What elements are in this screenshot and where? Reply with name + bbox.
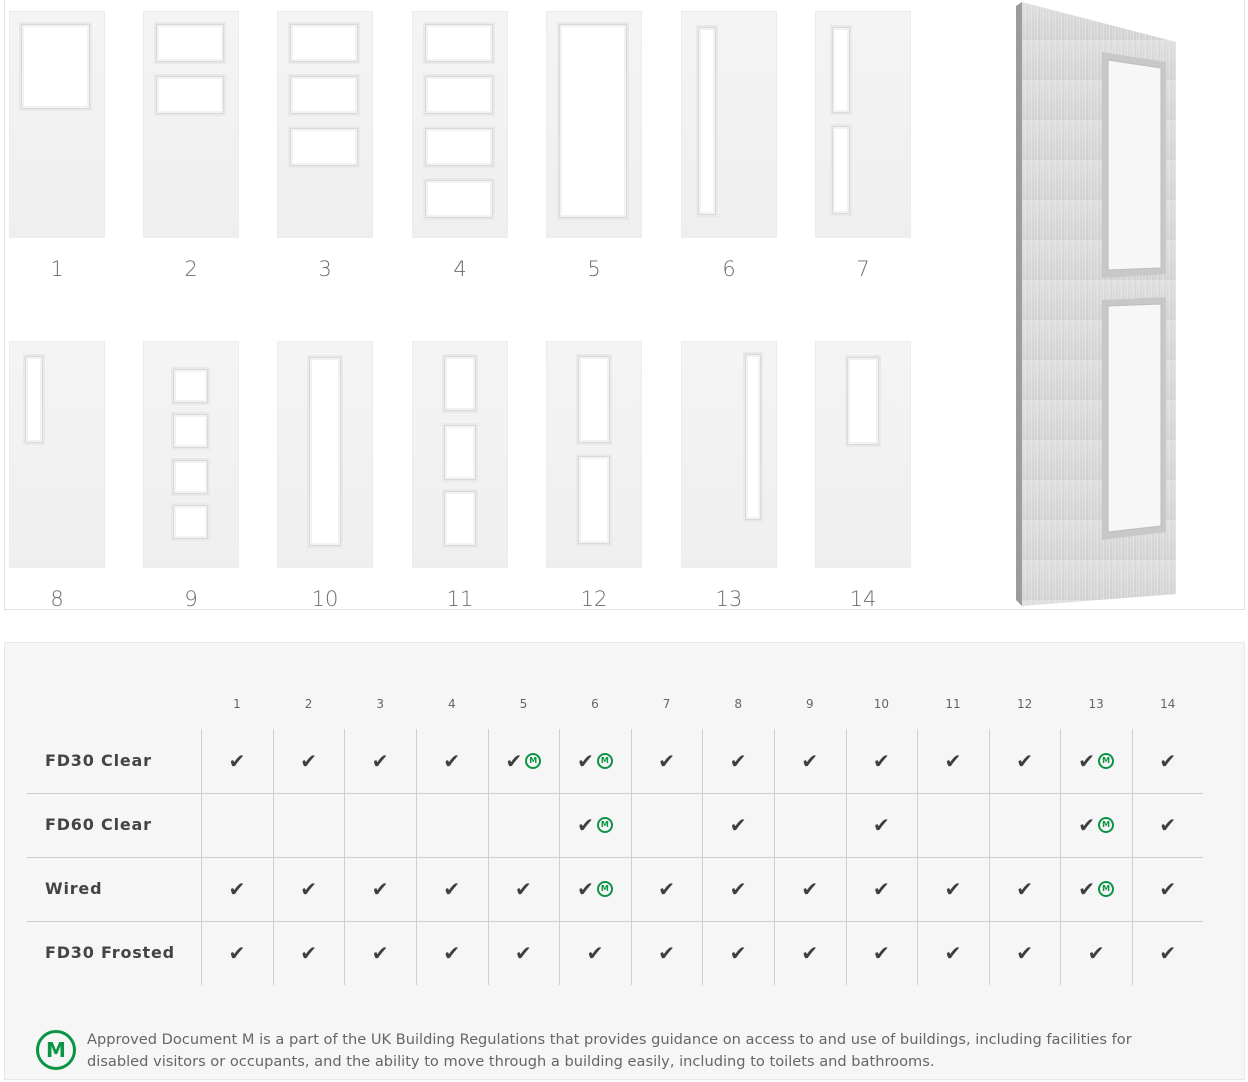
- column-header: 13: [1088, 697, 1104, 711]
- table-cell: [774, 921, 846, 985]
- table-cell: [273, 857, 345, 921]
- table-cell: [631, 729, 703, 793]
- table-cell: [1132, 729, 1204, 793]
- checkmark-icon: ✔: [1078, 813, 1096, 837]
- checkmark-icon: ✔: [944, 877, 962, 901]
- document-m-icon: M: [36, 1030, 76, 1070]
- door-style-4[interactable]: [412, 11, 508, 238]
- checkmark-icon: ✔: [228, 749, 246, 773]
- column-header: 4: [447, 697, 456, 711]
- checkmark-icon: ✔: [729, 813, 747, 837]
- document-m-badge-icon: M: [1098, 753, 1114, 769]
- table-cell: [989, 857, 1061, 921]
- checkmark-icon: ✔: [300, 749, 317, 773]
- checkmark-icon: ✔: [577, 749, 594, 773]
- door-style-3[interactable]: [277, 11, 373, 238]
- table-cell: [989, 729, 1061, 793]
- document-m-badge-icon: M: [597, 817, 613, 833]
- glass-pane: [156, 24, 224, 62]
- door-style-7[interactable]: [815, 11, 911, 238]
- checkmark-icon: ✔: [371, 749, 389, 773]
- checkmark-icon: ✔: [577, 877, 594, 901]
- glass-pane: [745, 354, 761, 520]
- table-cell: [559, 729, 631, 793]
- table-cell: [487, 793, 559, 857]
- checkmark-icon: ✔: [729, 941, 747, 965]
- glass-pane: [698, 27, 716, 215]
- table-cell: [917, 857, 989, 921]
- checkmark-icon: ✔: [515, 941, 532, 965]
- door-style-number: 7: [856, 257, 870, 281]
- table-cell: [559, 921, 631, 985]
- checkmark-icon: ✔: [658, 877, 675, 901]
- door-style-10[interactable]: [277, 341, 373, 568]
- checkmark-icon: ✔: [228, 877, 246, 901]
- document-m-badge-icon: M: [597, 753, 613, 769]
- table-cell: [344, 793, 416, 857]
- door-style-number: 5: [587, 257, 601, 281]
- document-m-badge-icon: M: [597, 881, 613, 897]
- checkmark-icon: ✔: [228, 941, 246, 965]
- document-m-badge-icon: M: [525, 753, 541, 769]
- checkmark-icon: ✔: [371, 941, 389, 965]
- table-cell: [774, 793, 846, 857]
- table-cell: [201, 729, 273, 793]
- column-header: 6: [591, 697, 599, 711]
- document-m-badge-icon: M: [1098, 881, 1114, 897]
- table-cell: [845, 857, 917, 921]
- door-style-2[interactable]: [143, 11, 239, 238]
- table-cell: [201, 793, 273, 857]
- door-style-number: 6: [722, 257, 736, 281]
- column-header: 10: [873, 697, 890, 711]
- column-header: 3: [376, 697, 384, 711]
- door-style-number: 9: [184, 587, 198, 611]
- glass-pane: [290, 24, 358, 62]
- door-style-13[interactable]: [681, 341, 777, 568]
- checkmark-icon: ✔: [1078, 749, 1096, 773]
- checkmark-icon: ✔: [801, 877, 819, 901]
- checkmark-icon: ✔: [1016, 749, 1033, 773]
- checkmark-icon: ✔: [658, 749, 675, 773]
- glass-pane: [559, 24, 627, 218]
- column-header: 2: [304, 697, 313, 711]
- table-cell: [201, 921, 273, 985]
- glass-pane: [578, 456, 610, 544]
- table-cell: [989, 921, 1061, 985]
- door-style-number: 8: [50, 587, 64, 611]
- glass-pane: [425, 76, 493, 114]
- table-cell: [487, 729, 559, 793]
- checkmark-icon: ✔: [1159, 941, 1177, 965]
- column-header: 9: [805, 697, 814, 711]
- checkmark-icon: ✔: [944, 941, 962, 965]
- table-cell: [631, 793, 703, 857]
- table-cell: [416, 857, 488, 921]
- door-style-6[interactable]: [681, 11, 777, 238]
- column-header: 1: [233, 697, 241, 711]
- table-cell: [702, 729, 774, 793]
- checkmark-icon: ✔: [443, 941, 461, 965]
- table-cell: [702, 793, 774, 857]
- table-cell: [487, 921, 559, 985]
- door-style-number: 2: [184, 257, 198, 281]
- table-cell: [559, 793, 631, 857]
- table-cell: [416, 729, 488, 793]
- checkmark-icon: ✔: [1016, 877, 1033, 901]
- checkmark-icon: ✔: [1087, 941, 1105, 965]
- large-door-preview: [1016, 0, 1176, 606]
- table-cell: [273, 729, 345, 793]
- checkmark-icon: ✔: [1159, 749, 1177, 773]
- checkmark-icon: ✔: [505, 749, 523, 773]
- door-style-number: 3: [318, 257, 332, 281]
- door-style-9[interactable]: [143, 341, 239, 568]
- checkmark-icon: ✔: [729, 877, 747, 901]
- column-header: 5: [519, 697, 528, 711]
- door-style-number: 4: [453, 257, 467, 281]
- door-style-number: 11: [446, 587, 474, 611]
- table-cell: [845, 793, 917, 857]
- door-style-12[interactable]: [546, 341, 642, 568]
- glazing-type-label: FD30 Frosted: [45, 943, 175, 962]
- glass-pane: [21, 24, 90, 109]
- glass-pane: [444, 425, 476, 480]
- table-cell: [1132, 857, 1204, 921]
- checkmark-icon: ✔: [443, 877, 461, 901]
- glass-pane: [832, 126, 850, 214]
- table-cell: [1060, 793, 1132, 857]
- glass-pane: [290, 128, 358, 166]
- glass-pane: [444, 491, 476, 546]
- glass-pane: [578, 356, 610, 443]
- checkmark-icon: ✔: [658, 941, 675, 965]
- checkmark-icon: ✔: [801, 941, 819, 965]
- glass-pane: [173, 414, 208, 448]
- table-cell: [487, 857, 559, 921]
- column-header: 7: [662, 697, 671, 711]
- document-m-legend-text: Approved Document M is a part of the UK Building Regulations that provides guidance on access to and use of buildings, including facilities for disabled visitors or occupants, and the ability to move through a building easily, including to toilets and bathrooms.: [87, 1031, 1132, 1070]
- glass-pane: [832, 27, 850, 113]
- door-style-11[interactable]: [412, 341, 508, 568]
- glass-pane: [25, 356, 43, 443]
- glass-pane: [156, 76, 224, 114]
- glazing-type-label: Wired: [45, 879, 103, 898]
- checkmark-icon: ✔: [944, 749, 962, 773]
- door-style-number: 12: [580, 587, 608, 611]
- glass-pane: [173, 505, 208, 539]
- table-cell: [1132, 921, 1204, 985]
- table-cell: [845, 921, 917, 985]
- glass-pane: [425, 24, 493, 62]
- glazing-type-label: FD30 Clear: [45, 751, 152, 770]
- glass-pane: [425, 128, 493, 166]
- document-m-badge-icon: M: [1098, 817, 1114, 833]
- checkmark-icon: ✔: [873, 941, 890, 965]
- table-cell: [1060, 857, 1132, 921]
- checkmark-icon: ✔: [300, 941, 317, 965]
- table-cell: [1132, 793, 1204, 857]
- table-cell: [917, 793, 989, 857]
- checkmark-icon: ✔: [515, 877, 532, 901]
- table-cell: [344, 857, 416, 921]
- checkmark-icon: ✔: [873, 813, 890, 837]
- checkmark-icon: ✔: [873, 749, 890, 773]
- table-cell: [344, 729, 416, 793]
- table-cell: [416, 793, 488, 857]
- column-header: 8: [734, 697, 742, 711]
- checkmark-icon: ✔: [1078, 877, 1096, 901]
- door-style-14[interactable]: [815, 341, 911, 568]
- glass-pane: [444, 356, 476, 411]
- table-cell: [774, 729, 846, 793]
- large-door-image: [1016, 0, 1176, 606]
- door-style-number: 1: [50, 257, 64, 281]
- table-cell: [1060, 729, 1132, 793]
- table-cell: [344, 921, 416, 985]
- column-header: 12: [1016, 697, 1033, 711]
- table-cell: [631, 921, 703, 985]
- door-style-number: 14: [849, 587, 877, 611]
- table-cell: [201, 857, 273, 921]
- glass-pane: [173, 460, 208, 494]
- checkmark-icon: ✔: [1159, 813, 1177, 837]
- table-cell: [273, 793, 345, 857]
- glazing-type-label: FD60 Clear: [45, 815, 152, 834]
- checkmark-icon: ✔: [1159, 877, 1177, 901]
- table-cell: [416, 921, 488, 985]
- checkmark-icon: ✔: [577, 813, 594, 837]
- door-style-number: 10: [311, 587, 339, 611]
- table-cell: [273, 921, 345, 985]
- glass-pane: [309, 357, 341, 546]
- door-style-1[interactable]: [9, 11, 105, 238]
- table-cell: [917, 729, 989, 793]
- table-cell: [845, 729, 917, 793]
- checkmark-icon: ✔: [801, 749, 819, 773]
- checkmark-icon: ✔: [729, 749, 747, 773]
- table-cell: [631, 857, 703, 921]
- glass-pane: [290, 76, 358, 114]
- door-style-5[interactable]: [546, 11, 642, 238]
- checkmark-icon: ✔: [1016, 941, 1033, 965]
- table-cell: [1060, 921, 1132, 985]
- checkmark-icon: ✔: [371, 877, 389, 901]
- table-cell: [702, 921, 774, 985]
- checkmark-icon: ✔: [300, 877, 317, 901]
- checkmark-icon: ✔: [443, 749, 461, 773]
- door-style-number: 13: [715, 587, 743, 611]
- table-cell: [559, 857, 631, 921]
- glass-pane: [173, 369, 208, 403]
- table-cell: [774, 857, 846, 921]
- checkmark-icon: ✔: [586, 941, 604, 965]
- table-cell: [917, 921, 989, 985]
- glass-pane: [847, 357, 879, 445]
- table-cell: [702, 857, 774, 921]
- column-header: 11: [945, 697, 961, 711]
- table-cell: [989, 793, 1061, 857]
- door-style-8[interactable]: [9, 341, 105, 568]
- column-header: 14: [1160, 697, 1176, 711]
- glass-pane: [425, 180, 493, 218]
- checkmark-icon: ✔: [873, 877, 890, 901]
